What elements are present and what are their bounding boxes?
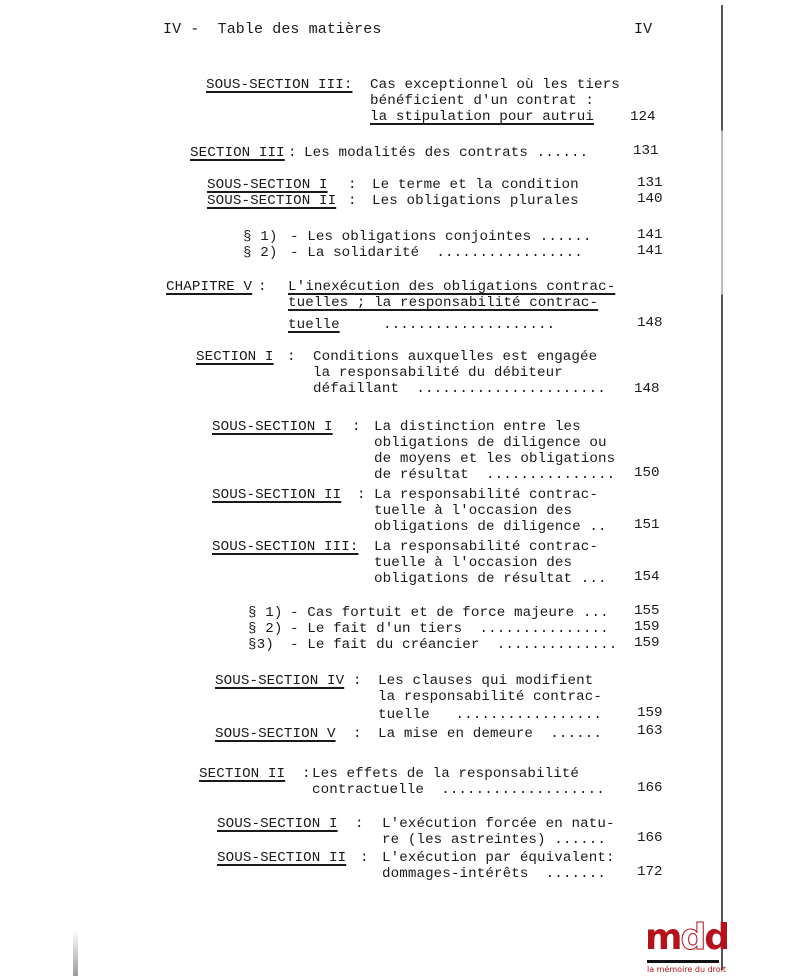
toc-line: obligations de résultat ... [374, 571, 607, 587]
toc-separator: : [288, 145, 297, 161]
toc-page-number: 150 [634, 465, 660, 481]
toc-line: L'exécution par équivalent: [382, 850, 615, 866]
toc-paragraph-mark: § 2) [243, 245, 278, 261]
toc-line: la responsabilité du débiteur [313, 365, 563, 381]
toc-page-number: 155 [634, 603, 660, 619]
toc-separator: : [348, 193, 357, 209]
toc-label: SOUS-SECTION III: [212, 539, 359, 555]
toc-page-number: 172 [637, 864, 663, 880]
toc-separator: : [355, 816, 364, 832]
toc-page-number: 131 [633, 143, 659, 159]
toc-label: SOUS-SECTION I [217, 816, 338, 832]
scan-smudge [73, 930, 78, 976]
page-header-roman: IV [634, 21, 653, 38]
toc-line: tuelle ................. [378, 707, 602, 723]
toc-page-number: 141 [637, 227, 663, 243]
toc-line: tuelle [288, 317, 340, 333]
toc-label: SOUS-SECTION IV [215, 673, 345, 689]
toc-paragraph-mark: § 1) [248, 605, 283, 621]
toc-line: - Le fait du créancier .............. [290, 637, 618, 653]
toc-line: la responsabilité contrac- [378, 689, 602, 705]
toc-line: - La solidarité ................. [290, 245, 583, 261]
toc-separator: : [352, 419, 361, 435]
toc-page-number: 159 [637, 705, 663, 721]
logo-underline-bar [647, 960, 719, 963]
toc-page-number: 148 [637, 315, 663, 331]
toc-paragraph-mark: § 1) [243, 229, 278, 245]
toc-line: - Le fait d'un tiers ............... [290, 621, 609, 637]
toc-line: Cas exceptionnel où les tiers [370, 77, 620, 93]
toc-page-number: 151 [634, 517, 660, 533]
toc-separator: : [353, 726, 362, 742]
toc-line: tuelles ; la responsabilité contrac- [288, 295, 599, 311]
toc-label: SECTION III [190, 145, 285, 161]
toc-line: Les obligations plurales [372, 193, 579, 209]
toc-label: SOUS-SECTION I [207, 177, 328, 193]
toc-line: La distinction entre les [374, 419, 581, 435]
toc-paragraph-mark: § 2) [248, 621, 283, 637]
toc-line: de résultat ............... [374, 467, 616, 483]
toc-line: L'inexécution des obligations contrac- [288, 279, 616, 295]
toc-page-number: 131 [637, 175, 663, 191]
toc-line: re (les astreintes) ...... [382, 832, 606, 848]
toc-separator: : [258, 279, 267, 295]
toc-page-number: 159 [634, 619, 660, 635]
toc-separator: : [360, 850, 369, 866]
toc-line: La responsabilité contrac- [374, 487, 598, 503]
toc-separator: : [353, 673, 362, 689]
toc-page-number: 159 [634, 635, 660, 651]
toc-line: Les effets de la responsabilité [312, 766, 580, 782]
toc-line: défaillant ...................... [313, 381, 606, 397]
logo-wordmark: mdd [645, 917, 729, 958]
toc-page-number: 163 [637, 723, 663, 739]
toc-page-number: 141 [637, 243, 663, 259]
toc-line: Les clauses qui modifient [378, 673, 594, 689]
toc-line: la stipulation pour autrui [370, 109, 594, 125]
toc-label: SOUS-SECTION II [217, 850, 347, 866]
toc-line: Les modalités des contrats ...... [304, 145, 589, 161]
toc-label: CHAPITRE V [166, 279, 253, 295]
toc-page-number: 148 [634, 381, 660, 397]
toc-line: obligations de diligence ou [374, 435, 607, 451]
toc-line: La mise en demeure ...... [378, 726, 602, 742]
toc-separator: : [357, 487, 366, 503]
toc-line: tuelle à l'occasion des [374, 555, 573, 571]
toc-line: L'exécution forcée en natu- [382, 816, 615, 832]
logo-tagline: la mémoire du droit [647, 965, 727, 974]
toc-line: Le terme et la condition [372, 177, 579, 193]
toc-line: bénéficient d'un contrat : [370, 93, 594, 109]
page-header-title: IV - Table des matières [163, 21, 382, 38]
toc-leader-dots: .................... [383, 317, 556, 333]
toc-line: La responsabilité contrac- [374, 539, 598, 555]
toc-label: SOUS-SECTION III: [206, 77, 353, 93]
toc-line: de moyens et les obligations [374, 451, 616, 467]
toc-line: Conditions auxquelles est engagée [313, 349, 598, 365]
toc-page-number: 154 [634, 569, 660, 585]
toc-separator: : [302, 766, 311, 782]
toc-page-number: 124 [630, 109, 656, 125]
toc-line: contractuelle ................... [312, 782, 605, 798]
toc-separator: : [348, 177, 357, 193]
toc-label: SOUS-SECTION II [207, 193, 337, 209]
page-edge-line [721, 5, 723, 970]
mdd-logo [645, 917, 729, 976]
toc-label: SOUS-SECTION V [215, 726, 336, 742]
toc-paragraph-mark: §3) [248, 637, 274, 653]
toc-page-number: 140 [637, 191, 663, 207]
toc-label: SECTION II [199, 766, 286, 782]
toc-label: SOUS-SECTION I [212, 419, 333, 435]
toc-page-number: 166 [637, 830, 663, 846]
toc-line: - Les obligations conjointes ...... [290, 229, 592, 245]
toc-line: tuelle à l'occasion des [374, 503, 573, 519]
toc-line: dommages-intérêts ....... [382, 866, 606, 882]
toc-page-number: 166 [637, 780, 663, 796]
toc-label: SECTION I [196, 349, 274, 365]
toc-separator: : [287, 349, 296, 365]
toc-line: - Cas fortuit et de force majeure ... [290, 605, 609, 621]
toc-line: obligations de diligence .. [374, 519, 607, 535]
toc-label: SOUS-SECTION II [212, 487, 342, 503]
